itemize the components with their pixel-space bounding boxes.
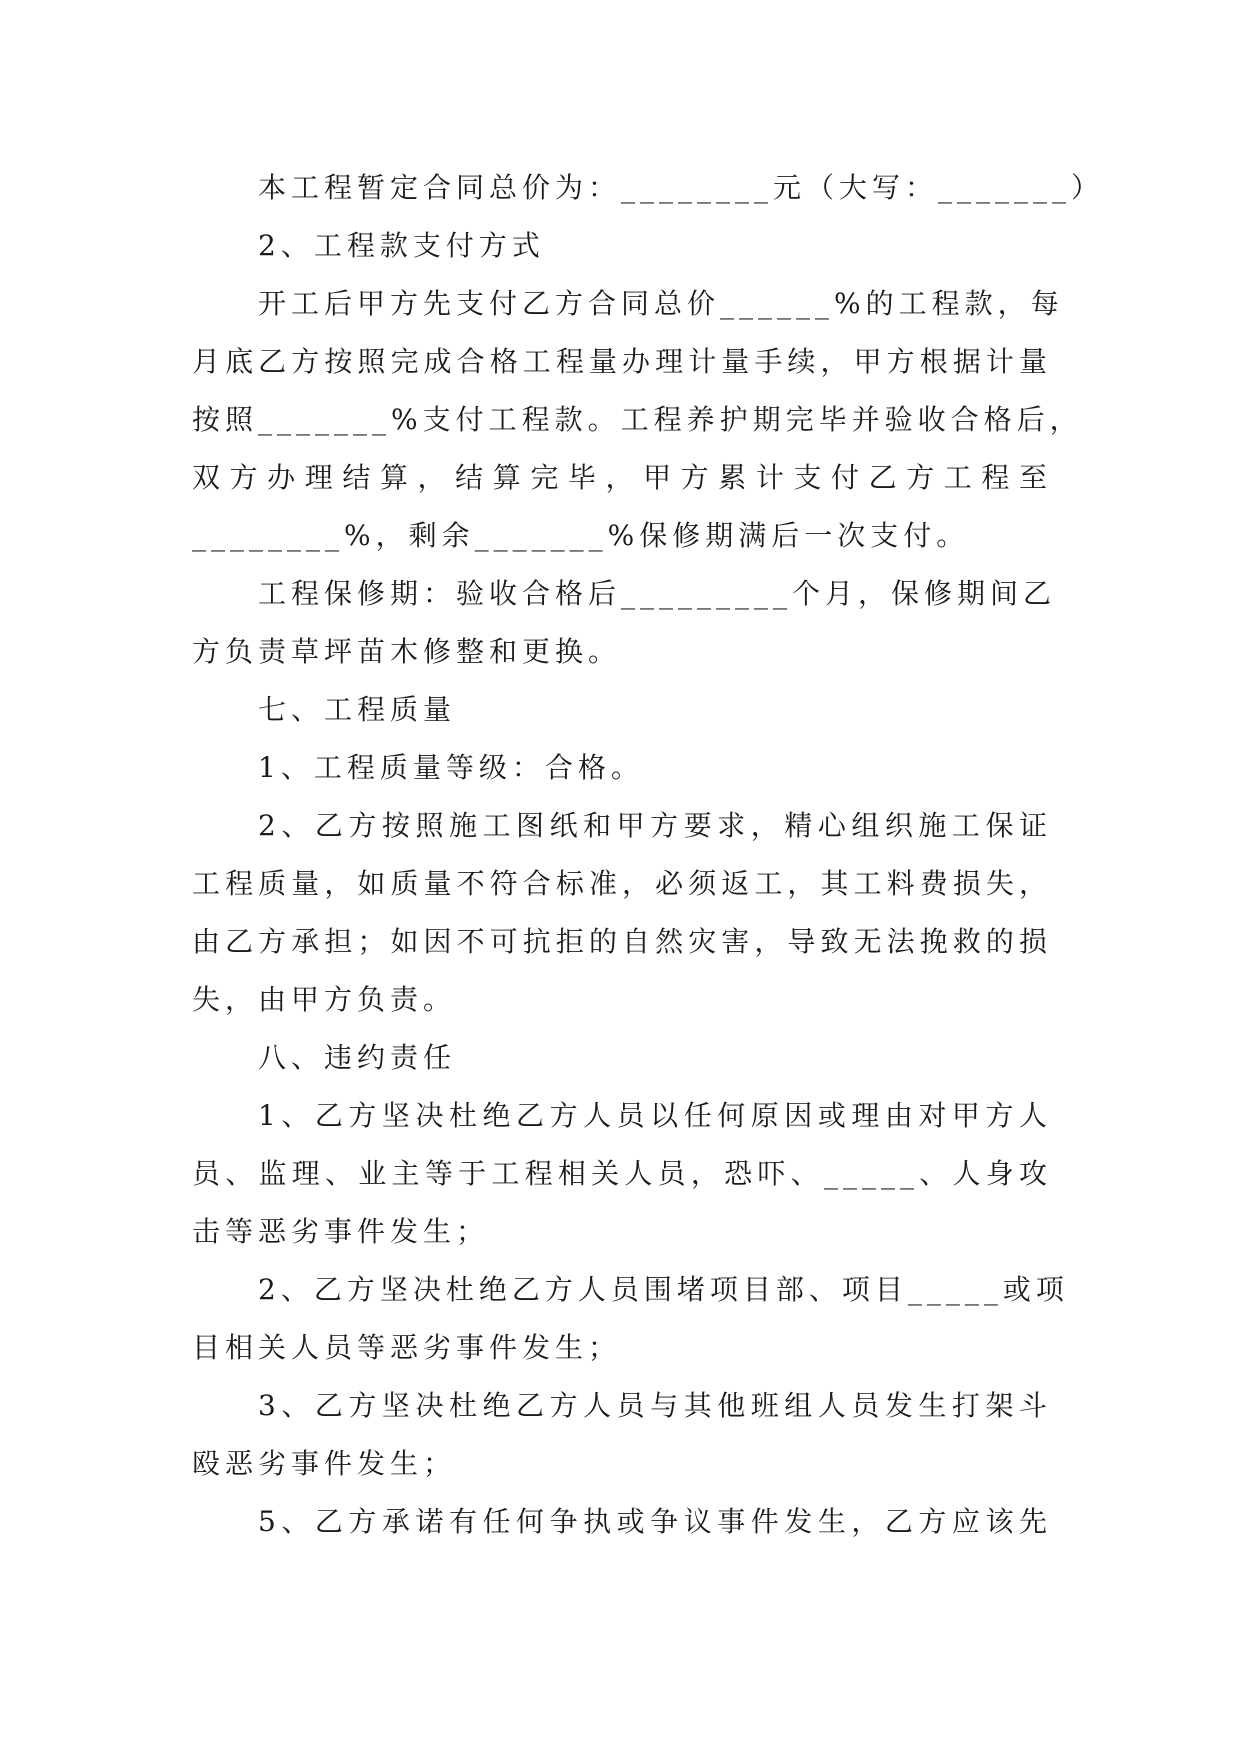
warranty-paragraph-line-1: 工程保修期：验收合格后_________个月，保修期间乙 [258,577,1057,610]
payment-paragraph-line-3: 按照_______%支付工程款。工程养护期完毕并验收合格后， [192,403,1083,436]
breach-item-2-line-2: 目相关人员等恶劣事件发生； [192,1331,622,1364]
payment-method-heading: 2、工程款支付方式 [258,229,545,262]
warranty-paragraph-line-2: 方负责草坪苗木修整和更换。 [192,635,622,668]
payment-paragraph-line-4: 双方办理结算，结算完毕，甲方累计支付乙方工程至 [192,461,1052,494]
document-body [192,159,1105,1551]
breach-item-1-line-3: 击等恶劣事件发生； [192,1215,490,1248]
quality-paragraph-line-3: 由乙方承担；如因不可抗拒的自然灾害，导致无法挽救的损 [192,925,1052,958]
quality-paragraph-line-2: 工程质量，如质量不符合标准，必须返工，其工料费损失， [192,867,1052,900]
payment-paragraph-line-5: ________%，剩余_______%保修期满后一次支付。 [192,519,970,552]
payment-paragraph-line-2: 月底乙方按照完成合格工程量办理计量手续，甲方根据计量 [192,345,1052,378]
quality-paragraph-line-4: 失，由甲方负责。 [192,983,457,1016]
payment-paragraph-line-1: 开工后甲方先支付乙方合同总价______%的工程款，每 [258,287,1064,320]
breach-item-5-line-1: 5、乙方承诺有任何争执或争议事件发生，乙方应该先 [258,1505,1052,1538]
breach-section-heading: 八、违约责任 [258,1041,457,1074]
breach-item-2-line-1: 2、乙方坚决杜绝乙方人员围堵项目部、项目_____或项 [258,1273,1069,1306]
breach-item-3-line-1: 3、乙方坚决杜绝乙方人员与其他班组人员发生打架斗 [258,1389,1052,1422]
quality-grade-line: 1、工程质量等级：合格。 [258,751,644,784]
quality-paragraph-line-1: 2、乙方按照施工图纸和甲方要求，精心组织施工保证 [258,809,1052,842]
breach-item-1-line-1: 1、乙方坚决杜绝乙方人员以任何原因或理由对甲方人 [258,1099,1052,1132]
breach-item-1-line-2: 员、监理、业主等于工程相关人员，恐吓、_____、人身攻 [192,1157,1052,1190]
contract-total-price-line: 本工程暂定合同总价为：________元（大写：_______） [258,171,1105,204]
breach-item-3-line-2: 殴恶劣事件发生； [192,1447,457,1480]
quality-section-heading: 七、工程质量 [258,693,457,726]
